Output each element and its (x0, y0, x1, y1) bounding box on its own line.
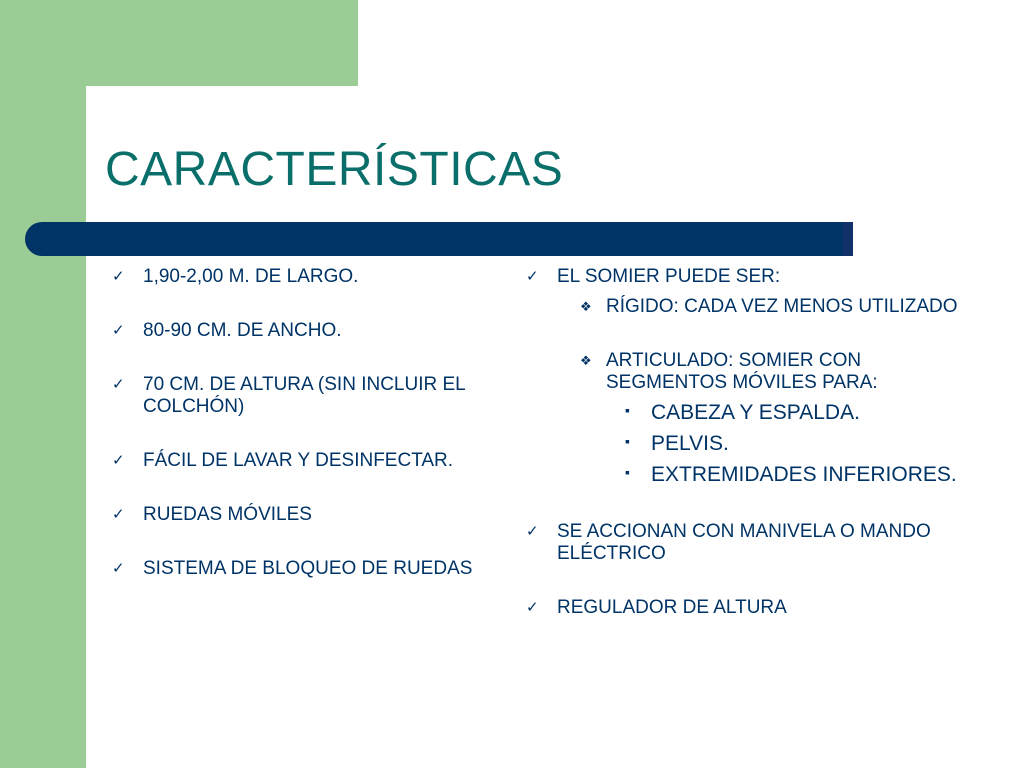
sub-item-articulado: ❖ ARTICULADO: SOMIER CON SEGMENTOS MÓVILES PARA: (580, 350, 878, 393)
part-item-3: ▪ EXTREMIDADES INFERIORES. (524, 462, 964, 487)
left-item-4: ✓ FÁCIL DE LAVAR Y DESINFECTAR. (112, 450, 454, 471)
check-icon: ✓ (526, 523, 539, 540)
diamond-bullet-icon: ❖ (580, 299, 592, 314)
check-icon: ✓ (526, 599, 539, 616)
diamond-bullet-icon: ❖ (580, 353, 592, 368)
slide-title: CARACTERÍSTICAS (105, 143, 564, 196)
right-item-somier: ✓ EL SOMIER PUEDE SER: (526, 266, 781, 287)
check-icon: ✓ (112, 560, 125, 577)
green-top-block (86, 0, 358, 86)
part-item-2: ▪ PELVIS. (524, 431, 964, 456)
check-icon: ✓ (112, 376, 125, 393)
left-item-3: ✓ 70 CM. DE ALTURA (SIN INCLUIR EL COLCHÓN) (112, 374, 466, 417)
part-item-1: ▪ CABEZA Y ESPALDA. (524, 400, 964, 425)
square-bullet-icon: ▪ (625, 433, 630, 449)
left-item-5: ✓ RUEDAS MÓVILES (112, 504, 312, 525)
left-item-6: ✓ SISTEMA DE BLOQUEO DE RUEDAS (112, 558, 473, 579)
left-item-1: ✓ 1,90-2,00 M. DE LARGO. (112, 266, 359, 287)
square-bullet-icon: ▪ (625, 464, 630, 480)
right-item-accionan: ✓ SE ACCIONAN CON MANIVELA O MANDO ELÉCTRICO (526, 521, 931, 564)
left-list (110, 266, 510, 580)
green-side-bar (0, 0, 86, 768)
right-column (524, 266, 964, 619)
right-list (524, 266, 964, 619)
check-icon: ✓ (112, 452, 125, 469)
square-bullet-icon: ▪ (625, 402, 630, 418)
sub-item-rigido: ❖ RÍGIDO: CADA VEZ MENOS UTILIZADO (580, 296, 958, 317)
rounded-corner (86, 86, 146, 146)
check-icon: ✓ (112, 268, 125, 285)
check-icon: ✓ (112, 322, 125, 339)
left-item-2: ✓ 80-90 CM. DE ANCHO. (112, 320, 342, 341)
title-underline-bar (25, 222, 853, 256)
check-icon: ✓ (526, 268, 539, 285)
right-item-regulador: ✓ REGULADOR DE ALTURA (526, 597, 787, 618)
title-underline-tip (843, 222, 853, 256)
check-icon: ✓ (112, 506, 125, 523)
left-column (110, 266, 510, 612)
